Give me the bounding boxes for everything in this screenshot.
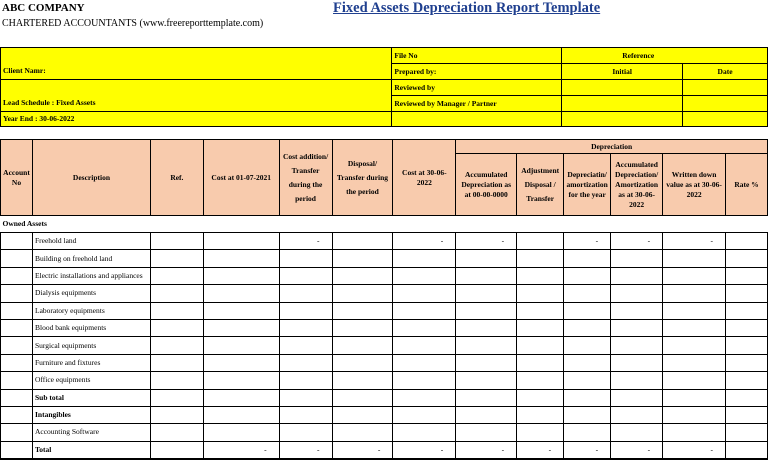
- row-description: Laboratory equipments: [32, 302, 150, 319]
- table-row: [1, 337, 768, 354]
- year-end-label: Year End : 30-06-2022: [1, 112, 392, 127]
- col-description: Description: [32, 140, 150, 216]
- reviewed-by-label: Reviewed by: [392, 80, 562, 96]
- account-cell[interactable]: [1, 406, 33, 423]
- account-cell[interactable]: [1, 424, 33, 441]
- year-end-blank-1: [392, 112, 562, 127]
- total-dash[interactable]: -: [517, 441, 564, 459]
- year-end-blank-2: [562, 112, 683, 127]
- subtotal-row: [1, 389, 768, 406]
- fixed-assets-table: [0, 139, 768, 460]
- date-label: Date: [683, 64, 768, 80]
- col-dep-year: Depreciatin/ amortization for the year: [564, 154, 611, 216]
- dash-cell[interactable]: -: [279, 233, 332, 250]
- adjustment-cell[interactable]: [517, 233, 564, 250]
- col-cost-addition: Cost addition/ Transfer during the period: [279, 140, 332, 216]
- dash-cell[interactable]: -: [611, 233, 663, 250]
- year-end-blank-3: [683, 112, 768, 127]
- col-ref: Ref.: [150, 140, 203, 216]
- intangibles-row: [1, 406, 768, 423]
- table-row: [1, 250, 768, 267]
- dash-cell[interactable]: -: [663, 233, 726, 250]
- ref-cell[interactable]: [150, 233, 203, 250]
- dash-cell[interactable]: -: [564, 233, 611, 250]
- row-description: Blood bank equipments: [32, 319, 150, 336]
- manager-date-cell[interactable]: [683, 96, 768, 112]
- dash-cell[interactable]: -: [456, 233, 517, 250]
- reviewed-date-cell[interactable]: [683, 80, 768, 96]
- account-cell[interactable]: [1, 302, 33, 319]
- section-owned-label: Owned Assets: [1, 216, 768, 233]
- rate-cell[interactable]: [726, 233, 768, 250]
- company-subtitle: CHARTERED ACCOUNTANTS (www.freereporttemplate.com): [2, 18, 264, 29]
- prepared-by-label: Prepared by:: [392, 64, 562, 80]
- table-row: [1, 267, 768, 284]
- row-description: Freehold land: [32, 233, 150, 250]
- total-row: [1, 441, 768, 459]
- account-cell[interactable]: [1, 337, 33, 354]
- row-description: Furniture and fixtures: [32, 354, 150, 371]
- row-description: Office equipments: [32, 372, 150, 389]
- section-owned-assets: [1, 216, 768, 233]
- total-dash[interactable]: -: [203, 441, 279, 459]
- table-row: [1, 354, 768, 371]
- col-rate: Rate %: [726, 154, 768, 216]
- reviewed-initial-cell[interactable]: [562, 80, 683, 96]
- col-accum-dep-close: Accumulated Depreciation/ Amortization as at 30-06-2022: [611, 154, 663, 216]
- row-description: Electric installations and appliances: [32, 267, 150, 284]
- reviewed-by-manager-label: Reviewed by Manager / Partner: [392, 96, 562, 112]
- manager-initial-cell[interactable]: [562, 96, 683, 112]
- account-cell[interactable]: [1, 372, 33, 389]
- account-cell[interactable]: [1, 250, 33, 267]
- report-title: Fixed Assets Depreciation Report Template: [333, 0, 601, 16]
- total-dash[interactable]: -: [279, 441, 332, 459]
- total-dash[interactable]: -: [611, 441, 663, 459]
- disposal-cell[interactable]: [332, 233, 393, 250]
- account-cell[interactable]: [1, 354, 33, 371]
- total-dash[interactable]: -: [393, 441, 456, 459]
- rate-cell[interactable]: [726, 441, 768, 459]
- info-block: [0, 47, 768, 127]
- table-row: [1, 424, 768, 441]
- account-cell[interactable]: [1, 319, 33, 336]
- row-description: Accounting Software: [32, 424, 150, 441]
- account-cell[interactable]: [1, 389, 33, 406]
- company-name: ABC COMPANY: [2, 2, 85, 14]
- table-row: [1, 372, 768, 389]
- col-cost-open: Cost at 01-07-2021: [203, 140, 279, 216]
- total-label: Total: [32, 441, 150, 459]
- total-dash[interactable]: -: [564, 441, 611, 459]
- subtotal-label: Sub total: [32, 389, 150, 406]
- table-row: [1, 233, 768, 250]
- initial-label: Initial: [562, 64, 683, 80]
- cost-open-cell[interactable]: [203, 233, 279, 250]
- account-cell[interactable]: [1, 285, 33, 302]
- total-dash[interactable]: -: [332, 441, 393, 459]
- col-cost-close: Cost at 30-06-2022: [393, 140, 456, 216]
- col-account-no: Account No: [1, 140, 33, 216]
- col-wdv: Written down value as at 30-06-2022: [663, 154, 726, 216]
- total-dash[interactable]: -: [456, 441, 517, 459]
- account-cell[interactable]: [1, 267, 33, 284]
- col-adjustment: Adjustment Disposal / Transfer: [517, 154, 564, 216]
- account-cell[interactable]: [1, 441, 33, 459]
- table-row: [1, 319, 768, 336]
- col-disposal: Disposal/ Transfer during the period: [332, 140, 393, 216]
- dash-cell[interactable]: -: [393, 233, 456, 250]
- row-description: Dialysis equipments: [32, 285, 150, 302]
- account-cell[interactable]: [1, 233, 33, 250]
- file-no-label: File No: [392, 48, 562, 64]
- row-description: Surgical equipments: [32, 337, 150, 354]
- col-accum-dep: Accumulated Depreciation as at 00-00-0000: [456, 154, 517, 216]
- client-name-label: Client Namr:: [1, 48, 392, 80]
- intangibles-label: Intangibles: [32, 406, 150, 423]
- depreciation-group-header: Depreciation: [456, 140, 768, 154]
- row-description: Building on freehold land: [32, 250, 150, 267]
- reference-label: Reference: [562, 48, 768, 64]
- total-dash[interactable]: -: [663, 441, 726, 459]
- table-row: [1, 285, 768, 302]
- lead-schedule-label: Lead Schedule : Fixed Assets: [1, 80, 392, 112]
- table-row: [1, 302, 768, 319]
